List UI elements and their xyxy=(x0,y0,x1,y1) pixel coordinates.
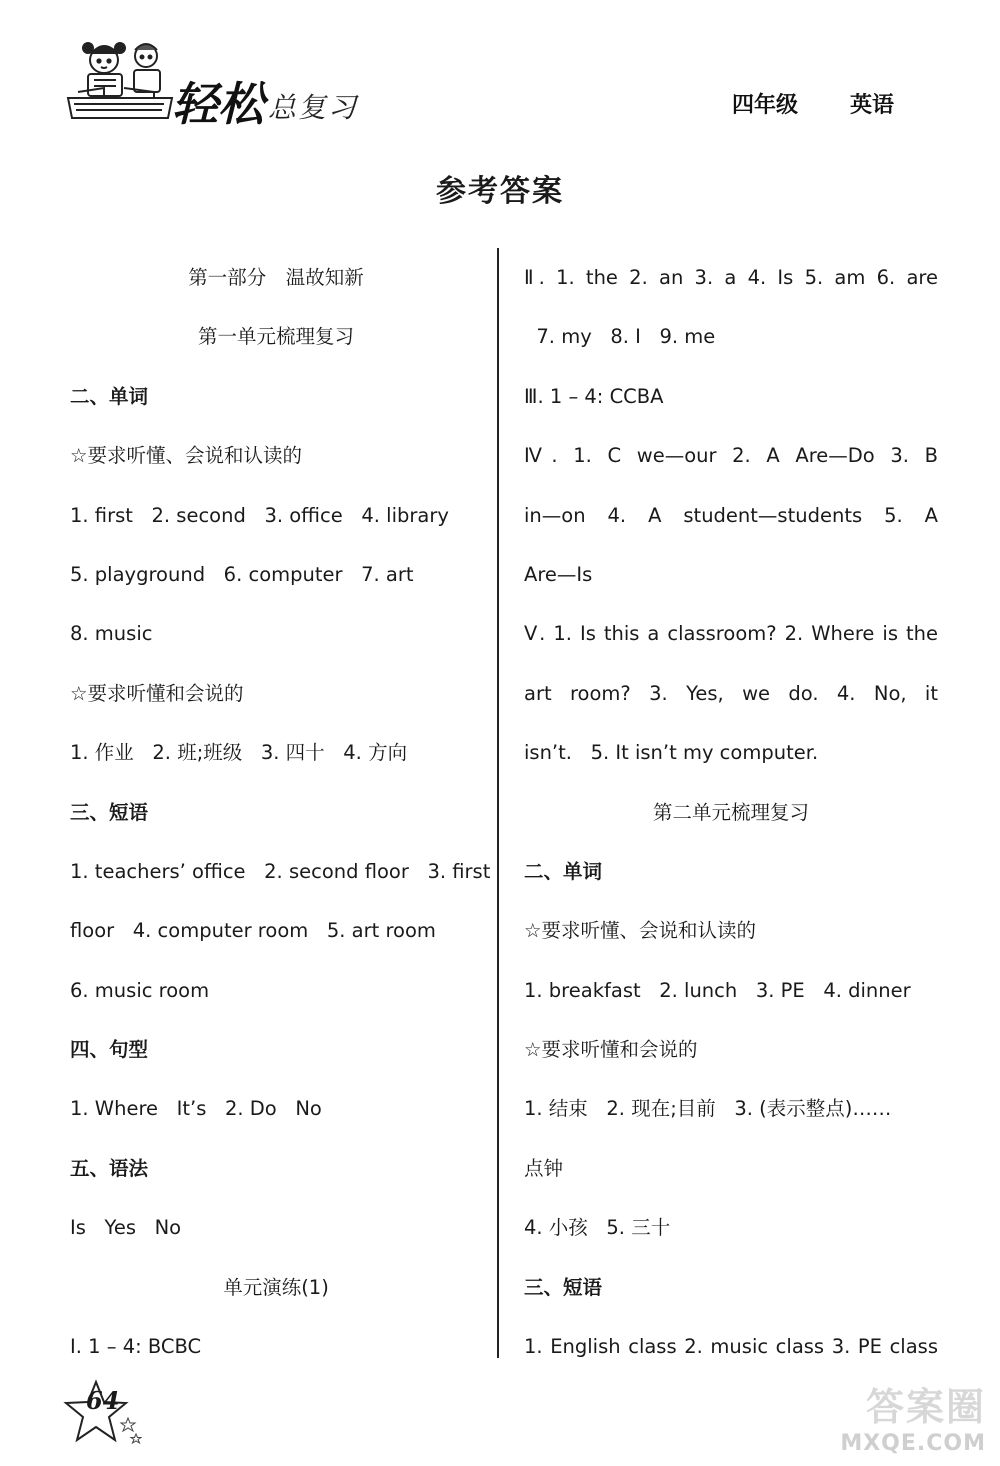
answer-line: 三、短语 xyxy=(524,1275,603,1299)
answer-line: Ⅴ. 1. Is this a classroom? 2. Where is the xyxy=(524,622,938,646)
answer-line: Ⅱ. 1. the 2. an 3. a 4. Is 5. am 6. are xyxy=(524,266,938,289)
grade-label: 四年级 xyxy=(732,93,799,118)
answer-line: 三、短语 xyxy=(70,800,149,824)
answer-line: ☆要求听懂、会说和认读的 xyxy=(70,444,302,468)
column-divider xyxy=(497,248,499,1358)
answer-line: Is Yes No xyxy=(70,1216,182,1240)
answer-line: 1. teachers’ office 2. second floor 3. first xyxy=(70,859,491,883)
children-reading-illustration xyxy=(64,36,176,122)
subject-label: 英语 xyxy=(850,93,895,118)
page-number: 64 xyxy=(86,1386,120,1415)
left-answer-column xyxy=(70,248,491,1376)
answer-line: ☆要求听懂、会说和认读的 xyxy=(524,919,756,943)
answer-line: 二、单词 xyxy=(70,384,149,408)
answer-line: 点钟 xyxy=(524,1156,564,1180)
answer-line: 1. Where It’s 2. Do No xyxy=(70,1097,322,1121)
answer-line: floor 4. computer room 5. art room xyxy=(70,919,436,943)
answer-line: 8. music xyxy=(70,622,153,646)
answer-line: isn’t. 5. It isn’t my computer. xyxy=(524,741,819,765)
answer-line: 第一单元梳理复习 xyxy=(197,325,354,349)
page-title: 参考答案 xyxy=(436,174,564,209)
watermark-logo-text: 答案圈 xyxy=(865,1385,986,1429)
answer-line: 第二单元梳理复习 xyxy=(652,800,809,824)
answer-line: 第一部分 温故知新 xyxy=(188,266,364,289)
answer-line: ☆要求听懂和会说的 xyxy=(70,681,244,705)
answer-line: 1. 作业 2. 班;班级 3. 四十 4. 方向 xyxy=(70,741,408,765)
answer-line: 五、语法 xyxy=(70,1156,149,1180)
answer-line: 单元演练(1) xyxy=(223,1275,329,1299)
answer-line: in—on 4. A student—students 5. A xyxy=(524,503,938,527)
answer-line: 1. 结束 2. 现在;目前 3. (表示整点)…… xyxy=(524,1097,892,1121)
answer-line: 四、句型 xyxy=(70,1038,149,1062)
answer-line: 二、单词 xyxy=(524,859,603,883)
answer-line: 4. 小孩 5. 三十 xyxy=(524,1216,671,1240)
answer-line: Ⅳ. 1. C we—our 2. A Are—Do 3. B xyxy=(524,444,938,468)
watermark-url: MXQE.COM xyxy=(840,1431,986,1456)
answer-line: 7. my 8. I 9. me xyxy=(524,325,716,349)
answer-line: 1. breakfast 2. lunch 3. PE 4. dinner xyxy=(524,978,911,1002)
answer-line: 5. playground 6. computer 7. art xyxy=(70,562,414,586)
answer-line: art room? 3. Yes, we do. 4. No, it xyxy=(524,681,938,705)
series-logo-title: 轻松 xyxy=(172,77,264,131)
answer-line: 1. first 2. second 3. office 4. library xyxy=(70,503,449,527)
answer-line: 6. music room xyxy=(70,978,210,1002)
series-logo-subtitle: 总复习 xyxy=(268,91,359,124)
answer-line: Are—Is xyxy=(524,562,593,586)
answer-line: ☆要求听懂和会说的 xyxy=(524,1038,698,1062)
site-watermark xyxy=(786,1376,986,1456)
answer-line: Ⅰ. 1 – 4: BCBC xyxy=(70,1335,202,1359)
answer-line: 1. English class 2. music class 3. PE class xyxy=(524,1335,938,1359)
answer-line: Ⅲ. 1 – 4: CCBA xyxy=(524,384,664,408)
right-answer-column xyxy=(524,248,938,1376)
